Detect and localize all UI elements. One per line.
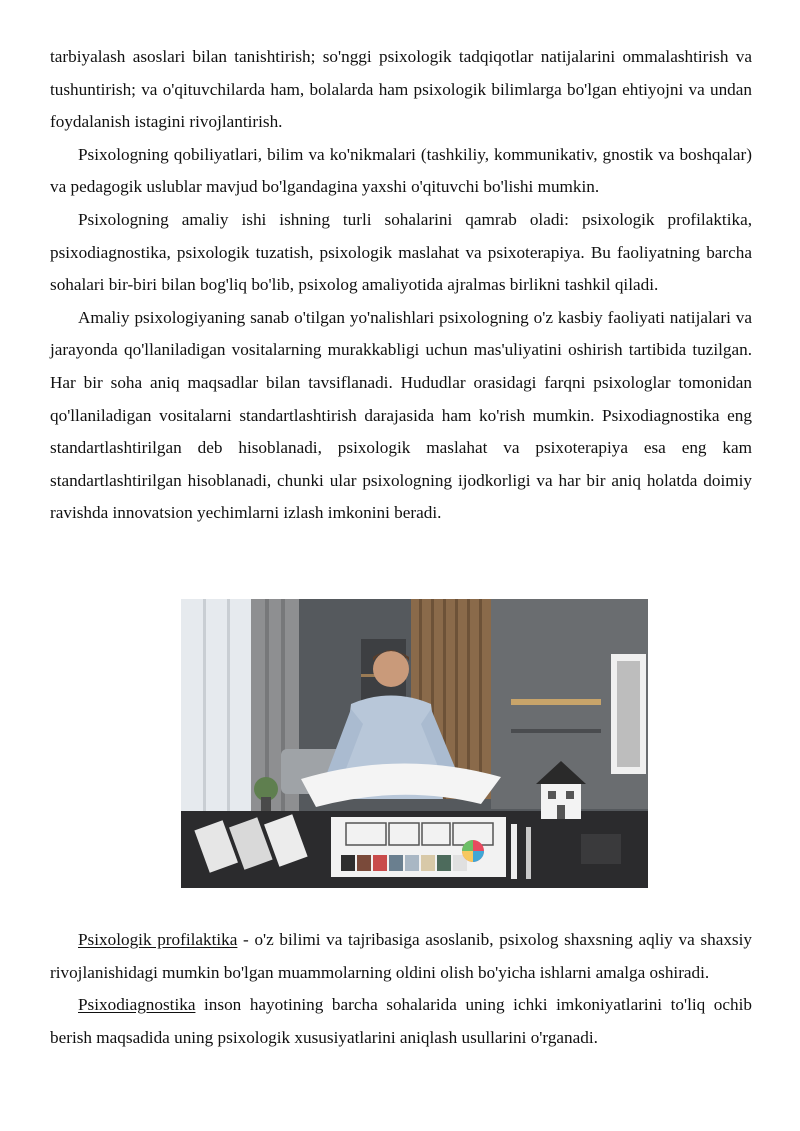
definition-diagnostics <box>50 989 752 1054</box>
definition-prophylaxis <box>50 924 752 989</box>
term-prophylaxis: Psixologik profilaktika <box>78 930 238 949</box>
definition-prophylaxis-text: - o'z bilimi va tajribasiga asoslanib, psixolog shaxsning aqliy va shaxsiy rivojlanishidagi mumkin bo'lgan muammolarning oldini olish bo'yicha ishlarni amalga oshiradi. <box>50 930 752 982</box>
text-block-bottom <box>50 924 752 1054</box>
term-diagnostics: Psixodiagnostika <box>78 995 196 1015</box>
paragraph-applied-psychology: Amaliy psixologiyaning sanab o'tilgan yo'nalishlari psixologning o'z kasbiy faoliyati natijalari va jarayonda qo'llaniladigan vositalarning murakkabligi uchun mas'uliyatini oshirish tartibida tuzilgan. Har bir soha aniq maqsadlar bilan tavsiflanadi. Hududlar orasidagi farqni psixologlar tomonidan qo'llaniladigan vositalarni standartlashtirish darajasida ham ko'rish mumkin. Psixodiagnostika eng standartlashtirilgan deb hisoblanadi, psixologik maslahat va psixoterapiya esa eng kam standartlashtirilgan hisoblanadi, chunki ular psixologning ijodkorligi va har bir aniq holatda doimiy ravishda innovatsion yechimlarni izlash imkonini beradi. <box>50 307 752 523</box>
text-block-top <box>50 41 752 530</box>
designer-at-desk-illustration <box>181 599 648 888</box>
illustration-photo <box>181 599 648 888</box>
paragraph-psychologist-abilities: Psixologning qobiliyatlari, bilim va ko'nikmalari (tashkiliy, kommunikativ, gnostik va boshqalar) va pedagogik uslublar mavjud bo'lgandagina yaxshi o'qituvchi bo'lishi mumkin. <box>50 144 752 197</box>
paragraph-continuation: tarbiyalash asoslari bilan tanishtirish; so'nggi psixologik tadqiqotlar natijalarini ommalashtirish va tushuntirish; va o'qituvchilarda ham, bolalarda ham psixologik bilimlarga bo'lgan ehtiyojni va undan foydalanish istagini rivojlantirish. <box>50 47 752 132</box>
paragraph-practical-work: Psixologning amaliy ishi ishning turli sohalarini qamrab oladi: psixologik profilaktika, psixodiagnostika, psixologik tuzatish, psixologik maslahat va psixoterapiya. Bu faoliyatning barcha sohalari bir-biri bilan bog'liq bo'lib, psixolog amaliyotida ajralmas birlikni tashkil qiladi. <box>50 209 752 295</box>
definition-diagnostics-text: inson hayotining barcha sohalarida uning ichki imkoniyatlarini to'liq ochib berish maqsadida uning psixologik xususiyatlarini aniqlash usullarini o'rganadi. <box>50 995 752 1047</box>
